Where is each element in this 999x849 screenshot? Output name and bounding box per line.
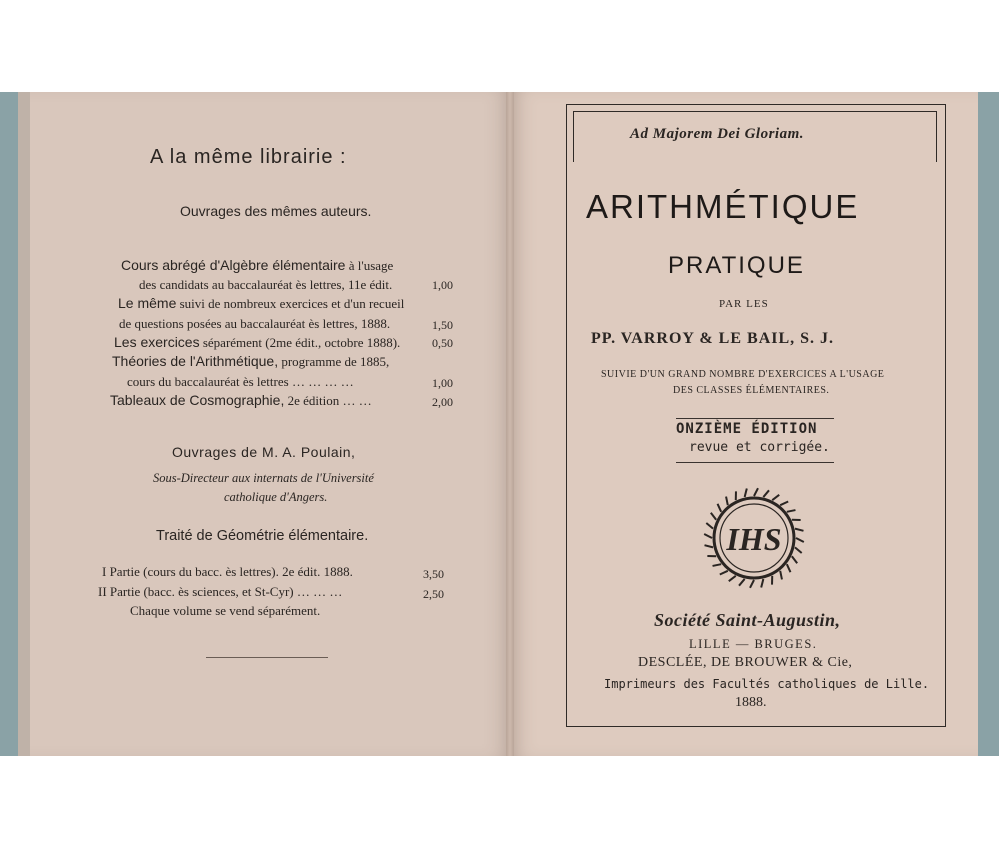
thorn-mark [705, 545, 714, 547]
description-line2: DES CLASSES ÉLÉMENTAIRES. [673, 385, 830, 396]
list-item [112, 353, 389, 370]
list-item [98, 584, 342, 600]
printer-description: Imprimeurs des Facultés catholiques de Lille. [604, 677, 930, 691]
sold-separately-note: Chaque volume se vend séparément. [130, 603, 321, 618]
entry-text: 2e édition … … [284, 393, 372, 408]
entry-title: Théories de l'Arithmétique, [112, 353, 279, 369]
list-item [127, 374, 354, 390]
book-subtitle: PRATIQUE [668, 252, 805, 279]
revision-note: revue et corrigée. [689, 440, 830, 455]
ihs-emblem-icon [702, 486, 806, 590]
entry-price: 0,50 [432, 336, 453, 350]
publisher-name: Société Saint-Augustin, [654, 610, 841, 630]
thorn-mark [729, 576, 736, 581]
divider [676, 418, 834, 419]
part-text: I Partie (cours du bacc. ès lettres). 2e édit. 1888. [102, 564, 353, 579]
thorn-mark [704, 534, 712, 538]
authors-works-heading: Ouvrages des mêmes auteurs. [180, 203, 372, 219]
thorn-mark [706, 523, 713, 529]
thorn-mark [787, 510, 796, 512]
entry-text: à l'usage [345, 258, 394, 273]
entry-price: 1,50 [432, 318, 453, 332]
thorn-mark [720, 571, 728, 575]
thorn-mark [739, 579, 745, 586]
thorn-mark [713, 564, 722, 566]
poulain-heading: Ouvrages de M. A. Poulain, [172, 444, 356, 460]
thorn-mark [711, 513, 716, 520]
publication-year: 1888. [735, 695, 767, 710]
thorn-mark [795, 547, 802, 553]
entry-text: programme de 1885, [278, 354, 390, 369]
entry-text: des candidats au baccalauréat ès lettres, 11e édit. [139, 277, 393, 292]
list-item [121, 257, 393, 274]
entry-text: cours du baccalauréat ès lettres … … … … [127, 374, 354, 389]
entry-title: Les exercices [114, 334, 200, 350]
entry-price: 1,00 [432, 376, 453, 390]
list-item [119, 316, 390, 332]
thorn-mark [718, 504, 722, 512]
thorn-mark [754, 488, 758, 496]
divider [676, 462, 834, 463]
list-item [118, 295, 404, 312]
printer-name: DESCLÉE, DE BROUWER & Cie, [638, 655, 853, 670]
description-line1: SUIVIE D'UN GRAND NOMBRE D'EXERCICES A L'USAGE [601, 369, 885, 380]
entry-title: Cours abrégé d'Algèbre élémentaire [121, 257, 346, 273]
thorn-mark [795, 529, 804, 531]
entry-title: Le même [118, 295, 177, 311]
entry-text: de questions posées au baccalauréat ès lettres, 1888. [119, 316, 391, 331]
thorn-mark [726, 497, 728, 506]
motto: Ad Majorem Dei Gloriam. [630, 126, 805, 142]
thorn-mark [780, 571, 782, 580]
authors: PP. VARROY & LE BAIL, S. J. [591, 330, 835, 347]
poulain-title-line1: Sous-Directeur aux internats de l'Université [153, 471, 374, 485]
list-item [110, 392, 372, 409]
thorn-mark [780, 502, 788, 506]
book-title: ARITHMÉTIQUE [586, 188, 860, 225]
thorn-mark [796, 538, 804, 542]
book-gutter [506, 92, 514, 756]
list-item [114, 334, 400, 351]
thorn-mark [750, 580, 754, 588]
thorn-mark [792, 556, 797, 563]
traite-heading: Traité de Géométrie élémentaire. [156, 528, 369, 544]
part-price: 3,50 [423, 567, 444, 581]
entry-text: séparément (2me édit., octobre 1888). [199, 335, 401, 350]
thorn-mark [745, 489, 747, 498]
divider [206, 657, 328, 658]
thorn-mark [787, 564, 791, 572]
thorn-mark [772, 495, 779, 500]
part-text: II Partie (bacc. ès sciences, et St-Cyr) … … … [98, 584, 343, 599]
entry-title: Tableaux de Cosmographie, [110, 392, 285, 408]
entry-text: suivi de nombreux exercices et d'un recueil [176, 296, 405, 311]
entry-price: 2,00 [432, 395, 453, 409]
publisher-cities: LILLE — BRUGES. [689, 637, 818, 651]
left-page-title: A la même librairie : [150, 146, 347, 168]
list-item [139, 277, 392, 293]
entry-price: 1,00 [432, 278, 453, 292]
part-price: 2,50 [423, 587, 444, 601]
poulain-title-line2: catholique d'Angers. [224, 490, 328, 504]
edition: ONZIÈME ÉDITION [676, 421, 818, 437]
list-item [102, 564, 353, 580]
by-label: PAR LES [719, 298, 769, 310]
thorn-mark [761, 579, 763, 588]
emblem-letters: IHS [726, 521, 782, 557]
thorn-mark [763, 490, 769, 497]
